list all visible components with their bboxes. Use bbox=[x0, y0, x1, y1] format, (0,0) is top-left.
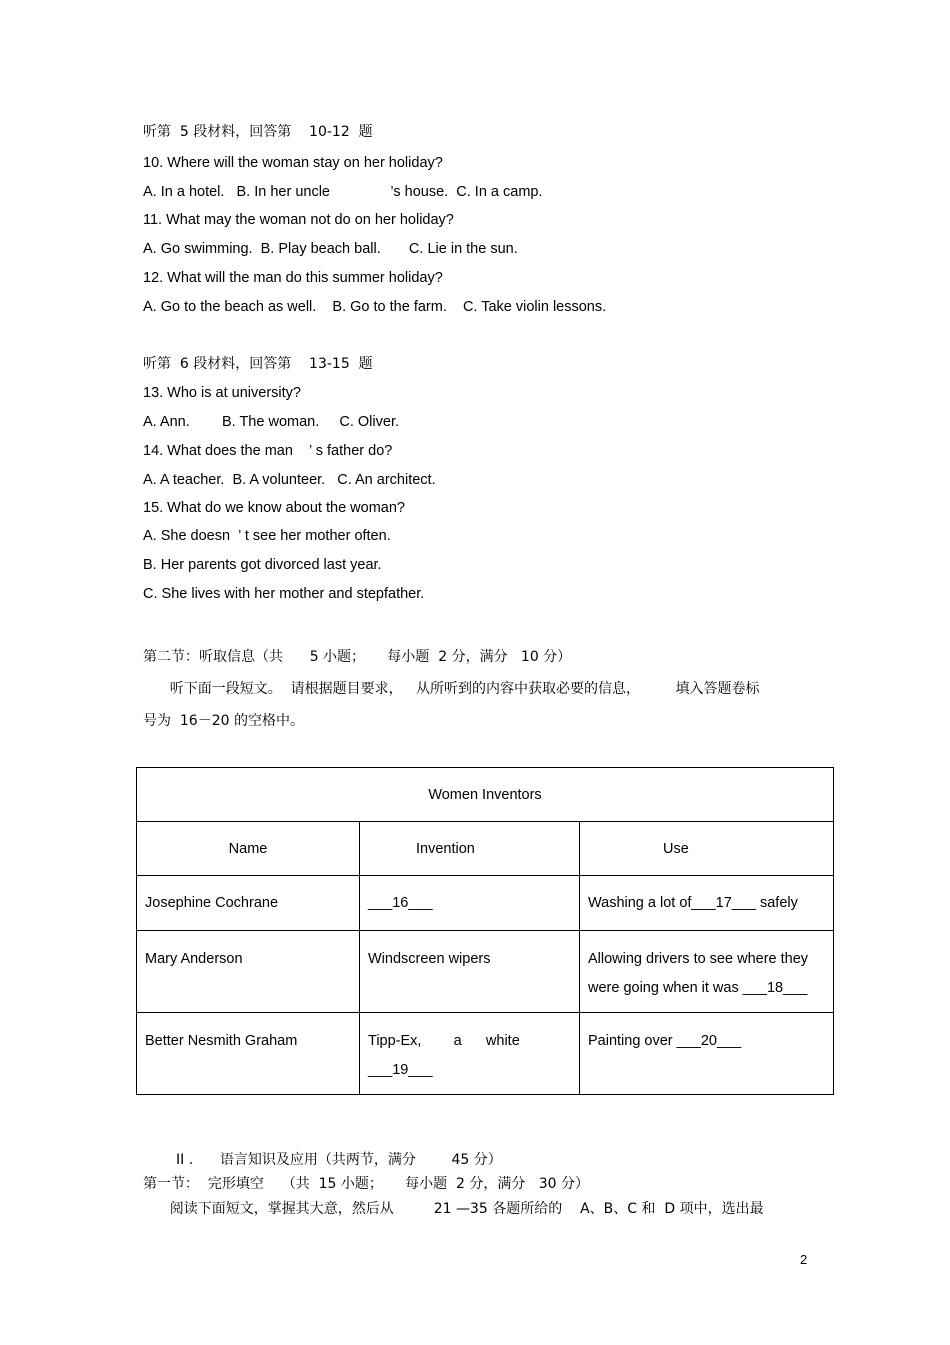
part3-heading: II . 语言知识及应用（共两节，满分 45 分） bbox=[176, 1152, 502, 1168]
row-use: Painting over ___20___ bbox=[580, 1013, 834, 1095]
table-title: Women Inventors bbox=[137, 768, 834, 822]
header-invention: Invention bbox=[360, 822, 580, 876]
table-header-row bbox=[137, 822, 834, 876]
question-13-options: A. Ann. B. The woman. C. Oliver. bbox=[143, 414, 400, 430]
row-invention-line1: Tipp-Ex, a white bbox=[368, 1033, 520, 1049]
question-11: 11. What may the woman not do on her holiday? bbox=[143, 212, 454, 228]
part3-instruction: 阅读下面短文，掌握其大意，然后从 21 —35 各题所给的 A、B、C 和 D 项中，选出最 bbox=[143, 1201, 764, 1217]
part2-instruction-line1: 听下面一段短文。 请根据题目要求， 从所听到的内容中获取必要的信息， 填入答题卷标 bbox=[143, 681, 760, 697]
row-use-line1: Allowing drivers to see where they bbox=[588, 951, 809, 967]
section5-heading: 听第 5 段材料，回答第 10-12 题 bbox=[143, 124, 373, 140]
page-number: 2 bbox=[800, 1252, 808, 1267]
table-title-row bbox=[137, 768, 834, 822]
row-use-line2: were going when it was ___18___ bbox=[588, 980, 808, 996]
question-15-option-c: C. She lives with her mother and stepfather. bbox=[143, 586, 425, 602]
question-12-options: A. Go to the beach as well. B. Go to the farm. C. Take violin lessons. bbox=[143, 299, 607, 315]
question-10-options: A. In a hotel. B. In her uncle ’s house. C. In a camp. bbox=[143, 184, 543, 200]
question-14-options: A. A teacher. B. A volunteer. C. An architect. bbox=[143, 472, 436, 488]
question-15-option-b: B. Her parents got divorced last year. bbox=[143, 557, 382, 573]
question-13: 13. Who is at university? bbox=[143, 385, 301, 401]
header-use: Use bbox=[580, 822, 834, 876]
row-name: Better Nesmith Graham bbox=[137, 1013, 360, 1095]
row-use: Washing a lot of___17___ safely bbox=[580, 876, 834, 931]
row-invention-line2: ___19___ bbox=[368, 1062, 433, 1078]
table-row bbox=[137, 931, 834, 1013]
row-invention bbox=[360, 1013, 580, 1095]
part3-subheading: 第一节： 完形填空 （共 15 小题； 每小题 2 分，满分 30 分） bbox=[143, 1176, 589, 1192]
row-invention: ___16___ bbox=[360, 876, 580, 931]
table-row bbox=[137, 1013, 834, 1095]
part2-instruction-line2: 号为 16－20 的空格中。 bbox=[143, 713, 304, 729]
row-name: Mary Anderson bbox=[137, 931, 360, 1013]
inventors-table bbox=[136, 767, 834, 1095]
question-12: 12. What will the man do this summer holiday? bbox=[143, 270, 443, 286]
table-row bbox=[137, 876, 834, 931]
section6-heading: 听第 6 段材料，回答第 13-15 题 bbox=[143, 356, 373, 372]
row-name: Josephine Cochrane bbox=[137, 876, 360, 931]
row-use bbox=[580, 931, 834, 1013]
question-14: 14. What does the man ’ s father do? bbox=[143, 443, 393, 459]
part2-heading: 第二节：听取信息（共 5 小题； 每小题 2 分，满分 10 分） bbox=[143, 649, 572, 665]
question-15: 15. What do we know about the woman? bbox=[143, 500, 405, 516]
question-11-options: A. Go swimming. B. Play beach ball. C. Lie in the sun. bbox=[143, 241, 518, 257]
header-name: Name bbox=[137, 822, 360, 876]
question-10: 10. Where will the woman stay on her holiday? bbox=[143, 155, 443, 171]
row-invention: Windscreen wipers bbox=[360, 931, 580, 1013]
question-15-option-a: A. She doesn ’ t see her mother often. bbox=[143, 528, 391, 544]
